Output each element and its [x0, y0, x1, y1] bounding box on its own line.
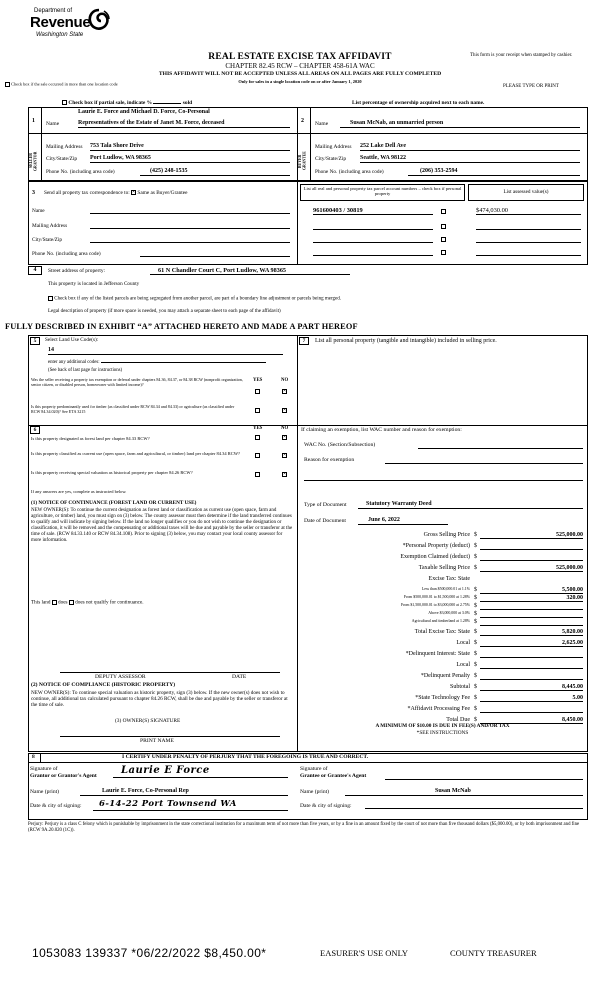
tax-row-label: *Personal Property (deduct)	[402, 543, 470, 549]
tax-row	[300, 543, 585, 554]
certify-statement: I CERTIFY UNDER PENALTY OF PERJURY THAT THE FOREGOING IS TRUE AND CORRECT.	[122, 754, 369, 760]
tax-row-value	[480, 603, 583, 610]
s3-city-field[interactable]	[90, 237, 290, 243]
parcel-1-personal-checkbox[interactable]	[441, 209, 446, 214]
tax-row	[300, 532, 585, 543]
tax-row-label: Total Due	[446, 717, 470, 723]
buyer-phone-value: (206) 353-2594	[408, 168, 580, 176]
does-label: does	[58, 599, 68, 606]
date-label: DATE	[232, 674, 247, 680]
s5-q1-yes-checkbox[interactable]	[255, 389, 260, 394]
tax-row-currency: $	[474, 662, 477, 668]
section-6-number: 6	[30, 426, 40, 434]
s5-q2-no-checkbox[interactable]	[282, 408, 287, 413]
tax-row-currency: $	[474, 673, 477, 679]
land-use-value: 14	[48, 347, 283, 355]
s3-name-field[interactable]	[90, 208, 290, 214]
notice1-body: NEW OWNER(S): To continue the current designation as forest land or classification as current use (open space, farm and agriculture, or timber) land, you must sign on (3) below. The county assessor must then determine if the land transferred continues to qualify and will indicate by signing below. If the land no longer qualifies or you do not wish to continue the designation or classification, it will be removed and the compensating or additional taxes will be due and payable by the seller or transferor at the time of sale. (RCW 84.33.140 or RCW 84.34.108). Prior to signing (3) below, you may contact your local county assessor for more information.	[31, 508, 293, 543]
parcel-3-field[interactable]	[313, 237, 433, 243]
legal-description-label: Legal description of property (if more space is needed, you may attach a separate sheet to each page of the affidavit)	[48, 309, 281, 314]
buyer-mailing-label: Mailing Address	[315, 144, 352, 150]
tax-row	[300, 695, 585, 706]
parcel-2-field[interactable]	[313, 224, 433, 230]
sold-label: sold	[182, 100, 193, 106]
s6-q3: Is this property receiving special valuation as historical property per chapter 84.26 RCW?	[31, 470, 193, 475]
parcel-header	[300, 184, 465, 201]
grantor-signature: Laurie E Force	[113, 765, 288, 778]
s6-yes-header: YES	[253, 426, 263, 431]
tax-row	[300, 611, 585, 619]
tax-calculation	[300, 532, 585, 752]
tax-row-currency: $	[474, 629, 477, 635]
tax-row-value: 5,500.00	[480, 587, 583, 594]
seller-phone-label: Phone No. (including area code)	[46, 169, 115, 175]
wac-field[interactable]	[418, 442, 583, 449]
buyer-name-value: Susan McNab, an unmarried person	[340, 120, 580, 128]
county-note: This property is located in Jefferson County	[48, 281, 140, 287]
tax-row-label: *Affidavit Processing Fee	[407, 706, 470, 712]
s6-q3-yes-checkbox[interactable]	[255, 472, 260, 477]
revenue-wordmark: Revenue	[30, 14, 91, 31]
tax-row-value: 320.00	[480, 595, 583, 602]
tax-row	[300, 587, 585, 595]
reason-field-2[interactable]	[304, 474, 583, 481]
grantor-sig-label-1: Signature of	[30, 766, 58, 772]
seller-mailing-value: 753 Tala Shore Drive	[90, 143, 290, 151]
segregated-row	[48, 296, 341, 302]
buyer-name-label: Name	[315, 121, 329, 127]
owner-signature-label: (3) OWNER(S) SIGNATURE	[115, 718, 181, 724]
seller-city-label: City/State/Zip	[46, 156, 78, 162]
grantor-date-label: Date & city of signing:	[30, 803, 82, 809]
buyer-mailing-value: 252 Lake Dell Ave	[360, 143, 580, 151]
exhibit-line: FULLY DESCRIBED IN EXHIBIT “A” ATTACHED HERETO AND MADE A PART HEREOF	[5, 322, 358, 331]
additional-codes-row	[48, 358, 266, 366]
tax-row-currency: $	[474, 611, 477, 617]
notice2-title: (2) NOTICE OF COMPLIANCE (HISTORIC PROPERTY)	[31, 682, 176, 688]
s5-q2-yes-checkbox[interactable]	[255, 408, 260, 413]
tax-row-currency: $	[474, 554, 477, 560]
tax-row-currency: $	[474, 651, 477, 657]
assessed-2-field[interactable]	[476, 224, 581, 230]
grantee-name-label: Name (print)	[300, 789, 330, 795]
see-instructions-note: *SEE INSTRUCTIONS	[416, 730, 469, 736]
tax-row-value	[480, 554, 583, 561]
if-yes-note: If any answers are yes, complete as instructed below.	[31, 489, 127, 494]
grantor-name-label: Name (print)	[30, 789, 60, 795]
buyer-city-label: City/State/Zip	[315, 156, 347, 162]
print-name-label: PRINT NAME	[140, 738, 174, 744]
tax-row-value: 525,000.00	[480, 532, 583, 539]
s3-mailing-label: Mailing Address	[32, 223, 68, 229]
tax-row	[300, 662, 585, 673]
grantee-date-label: Date & city of signing:	[300, 803, 352, 809]
tax-row	[300, 603, 585, 611]
parcel-3-personal-checkbox[interactable]	[441, 237, 446, 242]
print-note: PLEASE TYPE OR PRINT	[503, 84, 559, 89]
tax-row	[300, 684, 585, 695]
does-qualify-checkbox[interactable]	[52, 600, 57, 605]
seller-tag: SELLER GRANTOR	[29, 151, 38, 171]
seller-phone-value: (425) 248-1535	[140, 168, 290, 176]
tax-row-label: Above $3,000,000 at 3.0%	[428, 611, 470, 615]
tax-row-label: Gross Selling Price	[423, 532, 470, 538]
reason-field[interactable]	[385, 457, 583, 464]
does-not-label: does not qualify for continuance.	[75, 599, 144, 606]
tax-row	[300, 640, 585, 651]
assessed-header-text: List assessed value(s)	[503, 189, 549, 195]
doc-date-value: June 6, 2022	[358, 517, 448, 525]
grantee-date-city-field[interactable]	[365, 803, 583, 809]
buyer-phone-label: Phone No. (including area code)	[315, 169, 384, 175]
tax-row-currency: $	[474, 532, 477, 538]
s6-q1: Is this property designated as forest land per chapter 84.33 RCW?	[31, 436, 150, 441]
seller-mailing-label: Mailing Address	[46, 144, 83, 150]
tax-row-value: 8,445.00	[480, 684, 583, 691]
section-5-number: 5	[30, 337, 40, 345]
minimum-note: A MINIMUM OF $10.00 IS DUE IN FEE(S) AND/OR TAX	[375, 723, 510, 729]
grantee-signature-field[interactable]	[385, 773, 583, 780]
s6-q2: Is this property classified as current use (open space, farm and agricultural, or timber) land per chapter 84.34 RCW?	[31, 451, 241, 456]
section-3-number: 3	[32, 190, 35, 196]
s3-phone-label: Phone No. (including area code)	[32, 251, 101, 257]
tax-row-value	[480, 706, 583, 713]
correspondence-row	[44, 190, 187, 196]
buyer-tag: BUYER GRANTEE	[298, 151, 307, 171]
assessed-header	[468, 184, 584, 201]
s6-no-header: NO	[281, 426, 289, 431]
s6-q2-no-checkbox[interactable]	[282, 453, 287, 458]
tax-row	[300, 619, 585, 627]
segregated-checkbox[interactable]	[48, 296, 53, 301]
tax-row-label: Subtotal	[449, 684, 470, 690]
land-use-label: Select Land Use Code(s):	[45, 337, 99, 343]
s3-city-label: City/State/Zip	[32, 237, 63, 243]
s5-q1: Was the seller receiving a property tax exemption or deferral under chapters 84.36, 84.37, or 84.38 RCW (nonprofit organization, senior citizen, or disabled person, homeowner with limited income)?	[31, 377, 243, 387]
tax-row	[300, 629, 585, 640]
parcel-2-personal-checkbox[interactable]	[441, 224, 446, 229]
partial-sale-checkbox[interactable]	[62, 100, 67, 105]
multiple-location-label: Check box if the sale occurred in more than one location code	[11, 81, 118, 87]
grantor-date-city: 6-14-22 Port Townsend WA	[93, 800, 288, 811]
personal-property-label: List all personal property (tangible and intangible) included in selling price.	[315, 338, 497, 344]
seller-city-value: Port Ludlow, WA 98365	[90, 155, 290, 163]
tax-row-value: 8,450.00	[480, 717, 583, 724]
same-as-buyer-label: Same as Buyer/Grantee	[137, 190, 188, 196]
sales-note: Only for sales in a single location code on or after January 1, 2020	[238, 79, 362, 84]
form-warning: THIS AFFIDAVIT WILL NOT BE ACCEPTED UNLESS ALL AREAS ON ALL PAGES ARE FULLY COMPLETED	[158, 71, 442, 77]
s6-q3-no-checkbox[interactable]	[282, 472, 287, 477]
tax-row-label: Agricultural and timberland at 1.28%	[411, 619, 470, 623]
multiple-location-checkbox[interactable]	[5, 82, 10, 87]
seller-name-line2: Representatives of the Estate of Janet M. Force, deceased	[78, 120, 290, 128]
tax-row-label: From $500,000.01 to $1,500,000 at 1.28%	[403, 595, 470, 599]
s6-q1-no-checkbox[interactable]	[282, 435, 287, 440]
treasurer-use-label: EASURER'S USE ONLY	[320, 948, 409, 958]
tax-row-value	[480, 543, 583, 550]
notice1-title: (1) NOTICE OF CONTINUANCE (FOREST LAND OR CURRENT USE)	[31, 500, 197, 506]
tax-row	[300, 554, 585, 565]
form-chapter: CHAPTER 82.45 RCW – CHAPTER 458-61A WAC	[225, 62, 375, 70]
s5-no-header: NO	[281, 378, 289, 383]
tax-row-currency: $	[474, 695, 477, 701]
assessed-value: $474,030.00	[476, 207, 581, 215]
reason-label: Reason for exemption	[304, 457, 355, 463]
tax-row-label: Less than $500,000.01 at 1.1%	[421, 587, 470, 591]
notice2-body: NEW OWNER(S): To continue special valuation as historic property, sign (3) below. If the new owner(s) does not wish to continue, all additional tax calculated pursuant to chapter 84.26 RCW, shall be due and payable by the seller or transferor at the time of sale.	[31, 690, 288, 709]
tax-row-currency: $	[474, 543, 477, 549]
tax-row-value: 5.00	[480, 695, 583, 702]
state-label: Washington State	[36, 32, 84, 38]
tax-row-value: 2,625.00	[480, 640, 583, 647]
s5-yes-header: YES	[253, 378, 263, 383]
segregated-label: Check box if any of the listed parcels are being segregated from another parcel, are part of a boundary line adjustment or parcels being merged.	[54, 296, 341, 302]
tax-row-label: *Delinquent Interest: State	[405, 651, 470, 657]
exemption-label: If claiming an exemption, list WAC number and reason for exemption:	[301, 427, 462, 433]
tax-row-label: Local	[456, 640, 470, 646]
tax-row-value	[480, 611, 583, 618]
tax-row-value: 5,820.00	[480, 629, 583, 636]
same-as-buyer-checkbox[interactable]	[131, 190, 136, 195]
tax-row	[300, 706, 585, 717]
multiple-location-row	[5, 82, 145, 87]
receipt-stamp: 1053083 139337 *06/22/2022 $8,450.00*	[32, 946, 267, 960]
tax-row	[300, 673, 585, 684]
partial-percent-field[interactable]	[153, 99, 181, 104]
parcel-number-value: 961600403 / 30819	[313, 207, 433, 215]
tax-row-value	[480, 651, 583, 658]
section-8-number: 8	[32, 754, 35, 760]
s3-mailing-field[interactable]	[90, 223, 290, 229]
form-title: REAL ESTATE EXCISE TAX AFFIDAVIT	[208, 52, 392, 62]
s6-q1-yes-checkbox[interactable]	[255, 435, 260, 440]
doc-type-value: Statutory Warranty Deed	[358, 501, 583, 509]
tax-row-value	[480, 662, 583, 669]
tax-row-currency: $	[474, 717, 477, 723]
tax-row-currency: $	[474, 684, 477, 690]
parcel-header-text: List all real and personal property tax parcel account numbers – check box if personal property	[303, 186, 462, 197]
continuance-row	[31, 600, 144, 607]
s5-q1-no-checkbox[interactable]	[282, 389, 287, 394]
doc-date-label: Date of Document	[304, 518, 347, 524]
grantor-sig-label-2: Grantor or Grantor's Agent	[30, 773, 97, 779]
seller-name-line1: Laurie E. Force and Michael D. Force, Co-Personal	[78, 109, 210, 115]
ownership-label: List percentage of ownership acquired next to each name.	[352, 100, 485, 106]
tax-row-label: *Delinquent Penalty	[420, 673, 470, 679]
wa-swirl-icon	[88, 8, 110, 32]
tax-row-value	[480, 673, 583, 680]
assessed-4-field[interactable]	[476, 250, 581, 256]
does-not-qualify-checkbox[interactable]	[69, 600, 74, 605]
deputy-assessor-label: DEPUTY ASSESSOR	[95, 674, 146, 680]
section-7-number: 7	[299, 337, 309, 345]
tax-row-currency: $	[474, 603, 477, 609]
parcel-4-personal-checkbox[interactable]	[441, 250, 446, 255]
seller-name-label: Name	[46, 121, 60, 127]
doc-type-label: Type of Document	[304, 502, 347, 508]
tax-row	[300, 565, 585, 576]
street-value: 61 N Chandler Court C, Port Ludlow, WA 98365	[150, 267, 350, 275]
tax-row-label: Total Excise Tax: State	[414, 629, 470, 635]
tax-row-label: From $1,500,000.01 to $3,000,000 at 2.75%	[400, 603, 470, 607]
street-label: Street address of property:	[48, 268, 106, 274]
dept-label: Department of	[34, 8, 73, 14]
grantee-sig-label-2: Grantee or Grantee's Agent	[300, 773, 367, 779]
correspondence-label: Send all property tax correspondence to:	[44, 190, 130, 196]
buyer-number: 2	[301, 118, 304, 124]
seller-number: 1	[32, 118, 35, 124]
logo	[30, 6, 105, 48]
tax-row-label: Taxable Selling Price	[418, 565, 470, 571]
partial-sale-row	[62, 99, 192, 106]
s3-name-label: Name	[32, 208, 45, 214]
tax-row-currency: $	[474, 587, 477, 593]
tax-row-currency: $	[474, 595, 477, 601]
partial-sale-label: Check box if partial sale, indicate %	[68, 100, 153, 106]
perjury-statement: Perjury: Perjury is a class C felony which is punishable by imprisonment in the state correctional institution for a maximum term of not more than five years, or by a fine in an amount fixed by the court of not more than five thousand dollars ($5,000.00), or by both imprisonment and fine (RCW 9A.20.020 (1C)).	[28, 822, 580, 833]
assessed-3-field[interactable]	[476, 237, 581, 243]
tax-row-label: *State Technology Fee	[415, 695, 470, 701]
tax-row-label: Local	[456, 662, 470, 668]
s3-phone-field[interactable]	[140, 251, 290, 257]
tax-row-value: 525,000.00	[480, 565, 583, 572]
grantee-sig-label-1: Signature of	[300, 766, 328, 772]
tax-row-currency: $	[474, 565, 477, 571]
excise-state-label: Excise Tax: State	[428, 576, 470, 582]
tax-row-currency: $	[474, 640, 477, 646]
receipt-note: This form is your receipt when stamped by cashier.	[470, 53, 573, 58]
this-land-label: This land	[31, 599, 51, 606]
see-back-note: (See back of last page for instructions)	[48, 368, 123, 373]
s5-q2: Is this property predominantly used for timber (as classified under RCW 84.34 and 84.33) or agriculture (as classified under RCW 84.34.020)? See ETA 3215	[31, 404, 235, 414]
tax-row	[300, 595, 585, 603]
county-treasurer-label: COUNTY TREASURER	[450, 948, 537, 958]
grantee-name-value: Susan McNab	[345, 788, 583, 796]
buyer-city-value: Seattle, WA 98122	[360, 155, 580, 163]
wac-label: WAC No. (Section/Subsection)	[304, 442, 376, 448]
tax-row-currency: $	[474, 619, 477, 625]
grantor-name-value: Laurie E. Force, Co-Personal Rep	[80, 788, 288, 796]
s6-q2-yes-checkbox[interactable]	[255, 453, 260, 458]
tax-row-value	[480, 619, 583, 626]
section-4-number: 4	[28, 266, 42, 275]
parcel-4-field[interactable]	[313, 250, 433, 256]
tax-row-label: Exemption Claimed (deduct)	[400, 554, 470, 560]
additional-codes-field[interactable]	[101, 358, 266, 363]
tax-row	[300, 651, 585, 662]
additional-codes-label: enter any additional codes:	[48, 360, 100, 365]
tax-row-currency: $	[474, 706, 477, 712]
